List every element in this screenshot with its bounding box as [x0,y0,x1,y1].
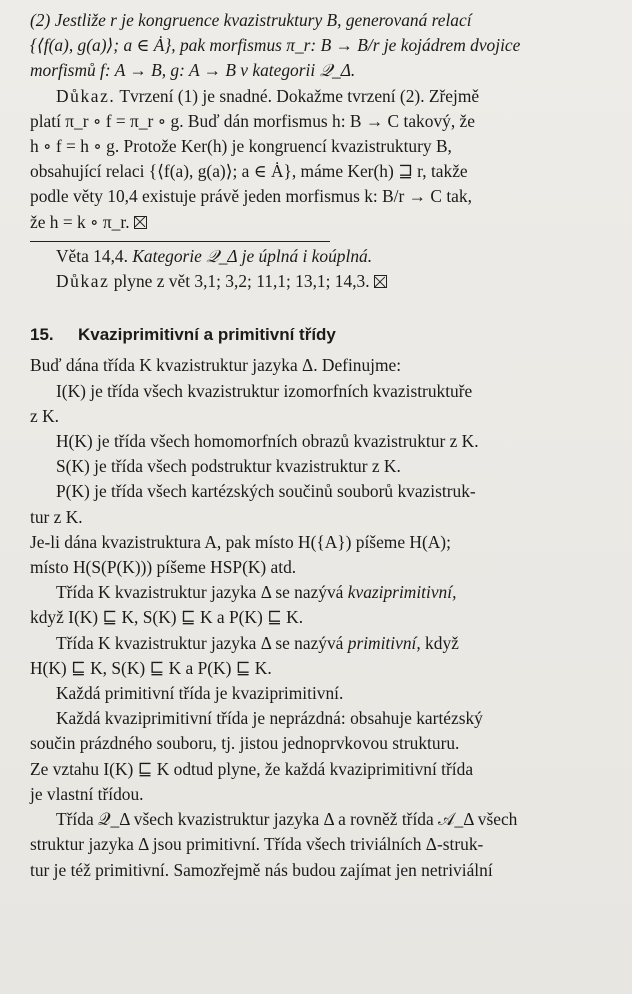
theorem-label: Věta 14,4. [56,245,128,266]
theorem-14-4: Věta 14,4. Kategorie 𝒬_Δ je úplná i koúplná. [56,245,373,266]
proof-line-1: Důkaz. Tvrzení (1) je snadné. Dokažme tvrzení (2). Zřejmě [56,85,480,106]
section-title: Kvaziprimitivní a primitivní třídy [78,325,336,345]
remark-nonempty-line-1: Každá kvaziprimitivní třída je neprázdná: obsahuje kartézský [56,708,483,729]
remark-classes-line-3: tur je též primitivní. Samozřejmě nás budou zajímat jen netriviální [30,859,493,880]
statement-2-line-3: morfismů f: A → B, g: A → B v kategorii 𝒬_Δ. [30,60,356,81]
remark-classes-line-1: Třída 𝒬_Δ všech kvazistruktur jazyka Δ a rovněž třída 𝒜_Δ všech [56,809,518,830]
proof-line-2: platí π_r ∘ f = π_r ∘ g. Buď dán morfismus h: B → C takový, že [30,110,475,131]
proof-line-5: podle věty 10,4 existuje právě jeden morfismus k: B/r → C tak, [30,186,472,207]
quasiprimitive-def-line-1: Třída K kvazistruktur jazyka Δ se nazývá kvaziprimitivní, [56,582,457,603]
proof-line-3: h ∘ f = h ∘ g. Protože Ker(h) je kongruencí kvazistruktury B, [30,136,452,157]
end-of-proof-icon [374,275,387,288]
remark-nonempty-line-2: součin prázdného souboru, tj. jistou jednoprvkovou strukturu. [30,733,460,754]
remark-nonempty-line-4: je vlastní třídou. [30,783,144,804]
statement-2-line-1: (2) Jestliže r je kongruence kvazistruktury B, generovaná relací [30,10,472,30]
proof-label: Důkaz [56,271,110,292]
end-of-proof-icon [134,216,147,229]
remark-nonempty-line-3: Ze vztahu I(K) ⊑ K odtud plyne, že každá kvaziprimitivní třída [30,758,474,779]
remark-classes-line-2: struktur jazyka Δ jsou primitivní. Třída všech triviálních Δ-struk- [30,834,484,855]
remark-primitive: Každá primitivní třída je kvaziprimitivní. [56,683,344,704]
primitive-def-line-1: Třída K kvazistruktur jazyka Δ se nazývá primitivní, když [56,632,459,653]
definitions-intro: Buď dána třída K kvazistruktur jazyka Δ. Definujme: [30,355,402,376]
section-heading [30,322,626,347]
term-quasiprimitive: kvaziprimitivní, [347,582,457,603]
primitive-def-line-2: H(K) ⊑ K, S(K) ⊑ K a P(K) ⊑ K. [30,657,272,678]
definition-S: S(K) je třída všech podstruktur kvazistruktur z K. [56,456,401,477]
notation-line-2: místo H(S(P(K))) píšeme HSP(K) atd. [30,557,297,578]
term-primitive: primitivní, [347,632,421,653]
definition-P-line-1: P(K) je třída všech kartézských součinů souborů kvazistruk- [56,481,476,502]
definition-I-line-1: I(K) je třída všech kvazistruktur izomorfních kvazistruktuře [56,380,473,401]
theorem-14-4-proof: Důkaz plyne z vět 3,1; 3,2; 11,1; 13,1; 14,3. [30,269,626,294]
proof-line-6: že h = k ∘ π_r. [30,210,626,235]
quasiprimitive-def-line-2: když I(K) ⊑ K, S(K) ⊑ K a P(K) ⊑ K. [30,607,304,628]
definition-I-line-2: z K. [30,405,59,426]
section-number: 15. [30,325,54,345]
definition-P-line-2: tur z K. [30,506,83,527]
statement-2-line-2: {⟨f(a), g(a)⟩; a ∈ Ȧ}, pak morfismus π_r: B → B/r je kojádrem dvojice [30,35,521,56]
definition-H: H(K) je třída všech homomorfních obrazů kvazistruktur z K. [56,431,479,452]
proof-label: Důkaz. [56,85,116,106]
proof-line-4: obsahující relaci {⟨f(a), g(a)⟩; a ∈ Ȧ}, máme Ker(h) ⊒ r, takže [30,161,468,182]
notation-line-1: Je-li dána kvazistruktura A, pak místo H({A}) píšeme H(A); [30,531,451,552]
